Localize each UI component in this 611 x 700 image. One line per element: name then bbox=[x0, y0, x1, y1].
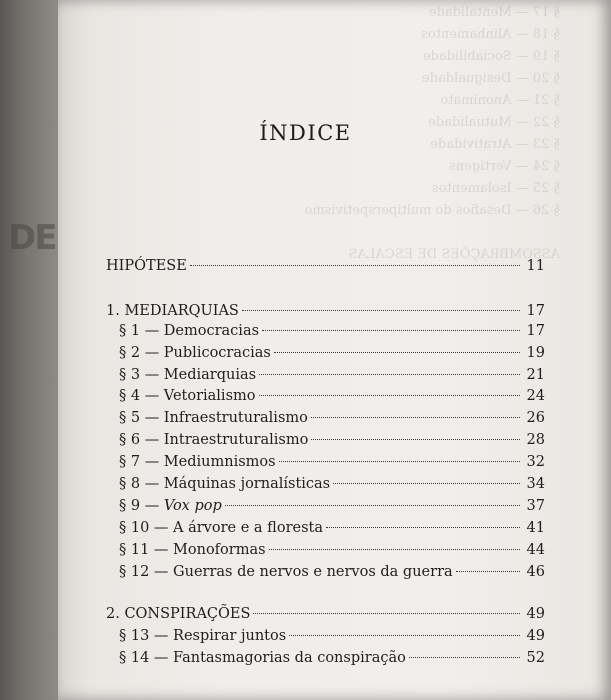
toc-entry-label bbox=[119, 496, 222, 516]
toc-entry-page: 52 bbox=[526, 650, 545, 666]
toc-entry-label: 1. MEDIARQUIAS bbox=[106, 303, 239, 319]
toc-entry-label: § 12 — Guerras de nervos e nervos da guerra bbox=[119, 564, 453, 580]
dot-leader bbox=[326, 527, 520, 528]
toc-entry-label: § 14 — Fantasmagorias da conspiração bbox=[119, 650, 406, 666]
dot-leader bbox=[259, 395, 521, 396]
toc-entry bbox=[119, 452, 545, 472]
toc-entry-page: 49 bbox=[526, 606, 545, 622]
toc-entry bbox=[119, 626, 545, 646]
toc-entry bbox=[106, 301, 545, 321]
dot-leader bbox=[253, 613, 520, 614]
toc-entry bbox=[119, 365, 545, 385]
toc-entry bbox=[119, 321, 545, 341]
dot-leader bbox=[274, 352, 520, 353]
toc-entry-page: 37 bbox=[526, 498, 545, 514]
dot-leader bbox=[279, 461, 520, 462]
toc-entry bbox=[119, 540, 545, 560]
dot-leader bbox=[190, 265, 520, 266]
dot-leader bbox=[289, 635, 520, 636]
toc-entry-label: § 2 — Publicocracias bbox=[119, 345, 271, 361]
toc-entry-label: § 13 — Respirar juntos bbox=[119, 628, 287, 644]
toc-entry-label: § 6 — Intraestruturalismo bbox=[119, 432, 309, 448]
toc-entry bbox=[119, 430, 545, 450]
dot-leader bbox=[262, 330, 520, 331]
toc-entry-page: 26 bbox=[526, 410, 545, 426]
dot-leader bbox=[311, 439, 520, 440]
toc-entry-page: 28 bbox=[526, 432, 545, 448]
toc-entry-label: § 10 — A árvore e a floresta bbox=[119, 520, 323, 536]
toc-entry-label: HIPÓTESE bbox=[106, 258, 187, 274]
toc-entry-page: 32 bbox=[526, 454, 545, 470]
dot-leader bbox=[259, 374, 520, 375]
dot-leader bbox=[311, 417, 520, 418]
toc-entry bbox=[119, 648, 545, 668]
dot-leader bbox=[333, 483, 520, 484]
dot-leader bbox=[242, 310, 520, 311]
toc-entry-page: 17 bbox=[526, 323, 545, 339]
toc-entry bbox=[119, 518, 545, 538]
toc-entry-label: § 3 — Mediarquias bbox=[119, 367, 257, 383]
toc-entry bbox=[119, 474, 545, 494]
toc-entry bbox=[106, 256, 545, 276]
toc-entry-page: 44 bbox=[526, 542, 545, 558]
toc-entry-label: § 5 — Infraestruturalismo bbox=[119, 410, 308, 426]
toc-entry-page: 41 bbox=[526, 520, 545, 536]
toc-entry-page: 21 bbox=[526, 367, 545, 383]
toc-entry-page: 34 bbox=[526, 476, 545, 492]
toc-entry bbox=[106, 604, 545, 624]
dot-leader bbox=[225, 505, 520, 506]
dot-leader bbox=[269, 549, 520, 550]
toc-entry-label: § 1 — Democracias bbox=[119, 323, 260, 339]
toc-entry-page: 17 bbox=[526, 303, 545, 319]
toc-entry-page: 46 bbox=[526, 564, 545, 580]
toc-entry-label-prefix: § 9 — bbox=[119, 498, 164, 514]
toc-entry-page: 11 bbox=[526, 258, 545, 274]
toc-entry-page: 49 bbox=[526, 628, 545, 644]
dot-leader bbox=[456, 571, 520, 572]
toc-entry-label: § 4 — Vetorialismo bbox=[119, 388, 256, 404]
toc-entry-label: 2. CONSPIRAÇÕES bbox=[106, 606, 251, 622]
toc-entry bbox=[119, 496, 545, 516]
spine-lettering: DE bbox=[8, 218, 56, 258]
toc-entry-label: § 8 — Máquinas jornalísticas bbox=[119, 476, 331, 492]
toc-entry-label-italic: Vox pop bbox=[163, 498, 222, 514]
toc-entry-page: 19 bbox=[526, 345, 545, 361]
toc-entry bbox=[119, 386, 545, 406]
toc-entry-label: § 7 — Mediumnismos bbox=[119, 454, 276, 470]
toc-entry bbox=[119, 562, 545, 582]
dot-leader bbox=[409, 657, 520, 658]
toc-entry bbox=[119, 408, 545, 428]
toc-entry-page: 24 bbox=[526, 388, 545, 404]
toc-entry bbox=[119, 343, 545, 363]
toc-entry-label: § 11 — Monoformas bbox=[119, 542, 266, 558]
page-title: ÍNDICE bbox=[259, 121, 352, 145]
